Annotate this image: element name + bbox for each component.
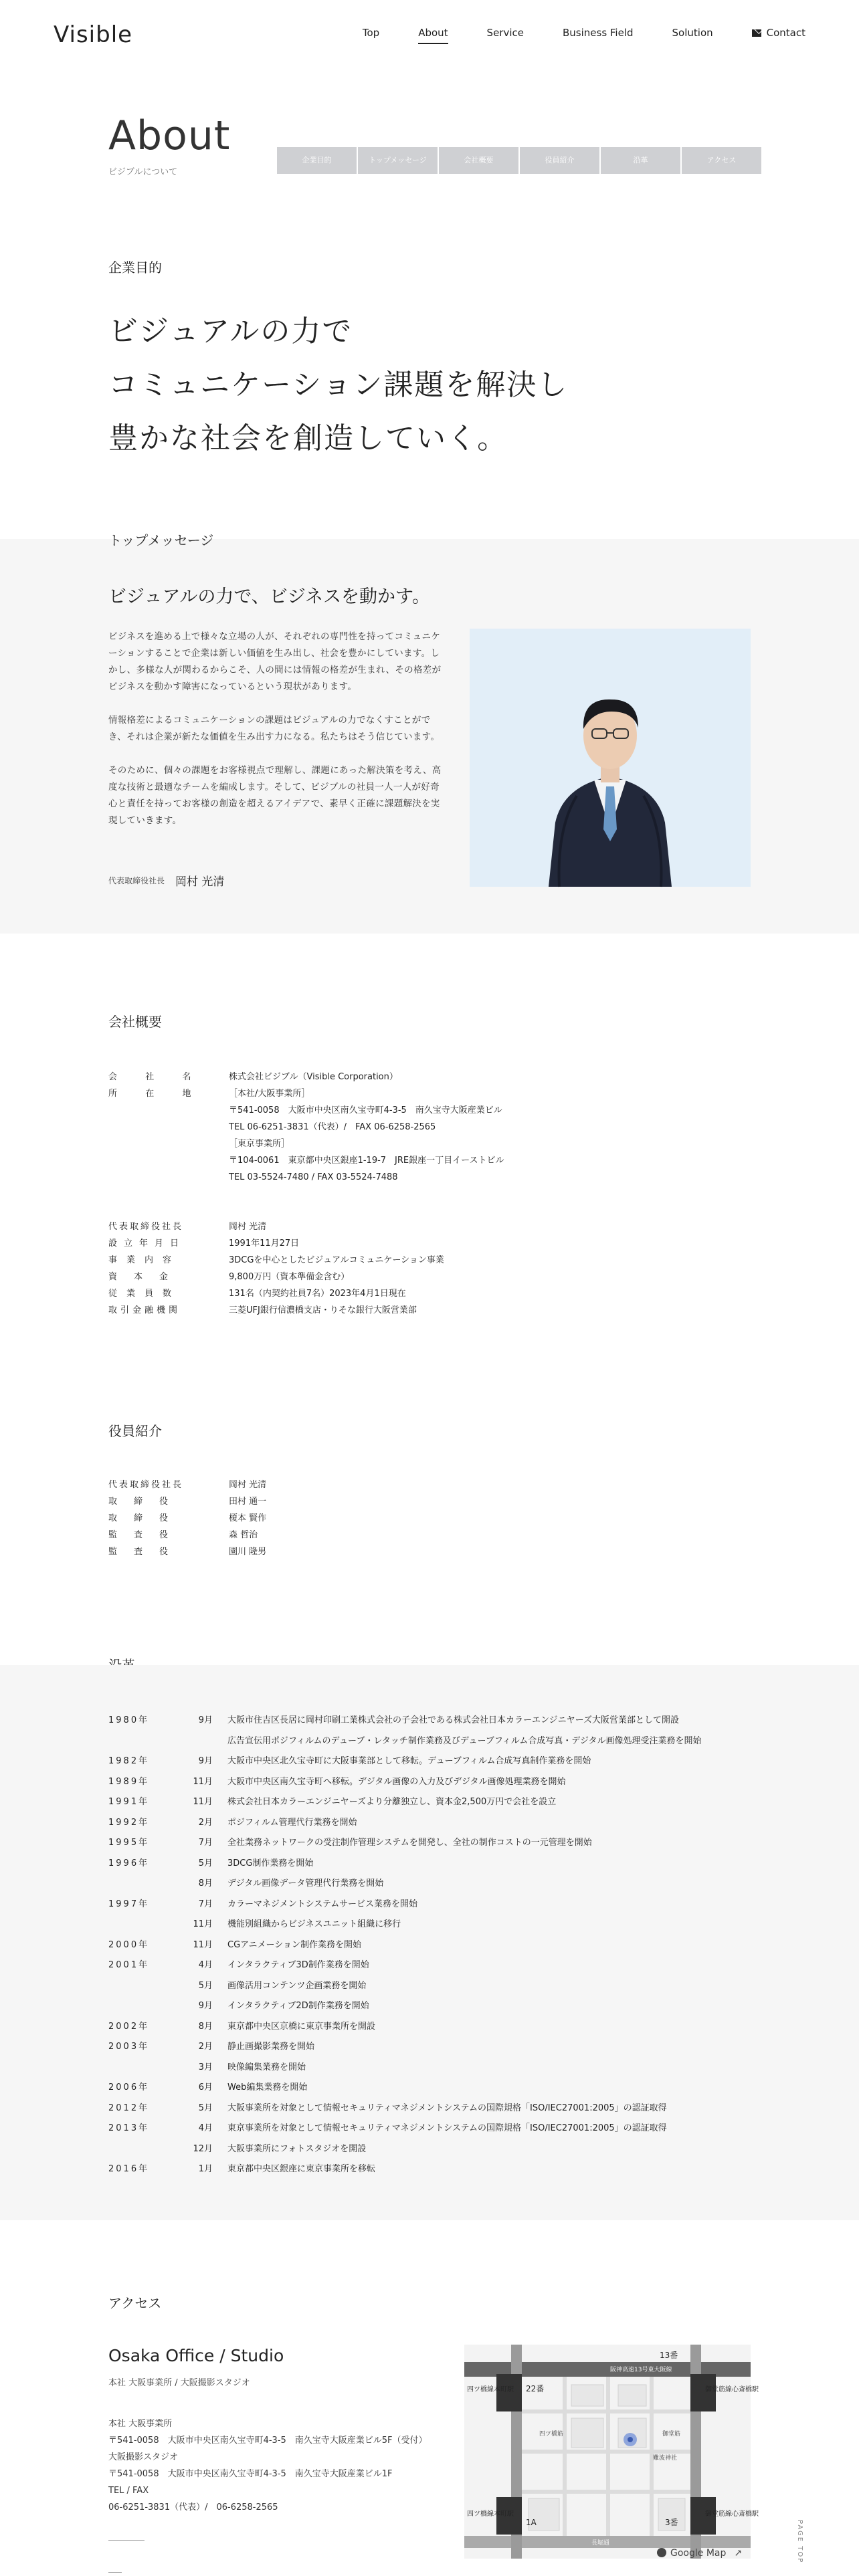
- page-subtitle: ビジブルについて: [108, 167, 178, 177]
- history-event: 大阪事業所を対象として情報セキュリティマネジメントシステムの国際規格「ISO/IEC27001:2005」の認証取得: [227, 2103, 667, 2113]
- history-month: 8月: [198, 2021, 213, 2032]
- history-year: [108, 1976, 189, 1997]
- history-month: 2月: [198, 2042, 213, 2052]
- company-row: 設立年月日 1991年11月27日: [108, 1239, 300, 1249]
- map-label: 22番: [526, 2384, 545, 2393]
- section-nav-message[interactable]: トップメッセージ: [358, 147, 438, 174]
- divider: [108, 2540, 145, 2541]
- history-event: インタラクティブ3D制作業務を開始: [227, 1960, 369, 1970]
- signer-role: 代表取締役社長: [108, 876, 165, 885]
- office-address: 本社 大阪事業所 〒541-0058 大阪市中央区南久宝寺町4-3-5 南久宝寺大阪産業ビル5F（受付） 大阪撮影スタジオ 〒541-0058 大阪市中央区南久宝寺町4-3-5 南久宝寺大阪産業ビル1F TEL / FAX 06-6251-3831（代表）/ 06-6258-2565: [108, 2419, 427, 2512]
- map-pin-icon: [657, 2548, 666, 2557]
- map-label: 13番: [660, 2351, 678, 2360]
- company-heading: 会社概要: [108, 1014, 162, 1030]
- officer-row: 代表取締役社長 岡村 光清: [108, 1480, 267, 1490]
- history-year: [108, 2058, 189, 2078]
- nav-contact[interactable]: [752, 27, 805, 44]
- section-nav-officers[interactable]: 役員紹介: [520, 147, 599, 174]
- history-row: [108, 2139, 777, 2160]
- history-row: [108, 2037, 777, 2058]
- history-month: 3月: [198, 2062, 213, 2072]
- company-row: [108, 1085, 751, 1186]
- mail-icon: [752, 29, 761, 37]
- history-row: [108, 1935, 777, 1956]
- history-event: ポジフィルム管理代行業務を開始: [227, 1817, 357, 1828]
- history-event: 東京事業所を対象として情報セキュリティマネジメントシステムの国際規格「ISO/IEC27001:2005」の認証取得: [227, 2123, 667, 2133]
- history-event: 全社業務ネットワークの受注制作管理システムを開発し、全社の制作コストの一元管理を開始: [227, 1838, 592, 1848]
- external-link-icon: ↗: [734, 2548, 743, 2559]
- office-title: Osaka Office / Studio: [108, 2346, 284, 2365]
- history-row: [108, 1996, 777, 2017]
- map-label: 3番: [665, 2518, 678, 2527]
- nav-contact-label: Contact: [766, 27, 805, 39]
- company-row: 取引金融機関 三菱UFJ銀行信濃橋支店・りそな銀行大阪営業部: [108, 1305, 417, 1315]
- history-month: 7月: [198, 1838, 213, 1848]
- history-row: [108, 2099, 777, 2119]
- history-month: 9月: [198, 2001, 213, 2011]
- company-table: [108, 1069, 751, 1186]
- officer-row: 監査役 森 哲治: [108, 1530, 258, 1540]
- history-row: [108, 1874, 777, 1895]
- history-month: 11月: [193, 1797, 213, 1807]
- company-address: ［本社/大阪事業所］ 〒541-0058 大阪市中央区南久宝寺町4-3-5 南久宝寺大阪産業ビル TEL 06-6251-3831（代表）/ FAX 06-6258-2565 ［東京事業所］ 〒104-0061 東京都中央区銀座1-19-7 JRE銀座一丁目イーストビル TEL 03-5524-7480 / FAX 03-5524-7488: [229, 1089, 504, 1182]
- company-row: [108, 1069, 751, 1085]
- history-row: [108, 2078, 777, 2099]
- history-event: 3DCG制作業務を開始: [227, 1858, 314, 1868]
- site-header: [0, 0, 859, 67]
- history-row: [108, 1833, 777, 1854]
- history-year: 1997年: [108, 1899, 150, 1909]
- map-label: 四ツ橋線本町駅: [467, 2386, 514, 2393]
- history-list: [108, 1711, 777, 2180]
- history-row: [108, 1813, 777, 1834]
- map-label: 御堂筋線心斎橋駅: [705, 2386, 759, 2393]
- google-map-label: Google Map: [670, 2548, 727, 2559]
- map-label: 御堂筋: [662, 2431, 681, 2438]
- history-year: 2003年: [108, 2042, 150, 2052]
- nav-business-field[interactable]: Business Field: [562, 27, 634, 39]
- history-row: [108, 2017, 777, 2038]
- section-nav-history[interactable]: 沿革: [601, 147, 680, 174]
- history-event: CGアニメーション制作業務を開始: [227, 1939, 361, 1950]
- history-year: 1995年: [108, 1838, 150, 1848]
- history-month: 1月: [198, 2164, 213, 2174]
- history-month: 11月: [193, 1776, 213, 1787]
- history-month: 8月: [198, 1879, 213, 1889]
- officer-row: 取締役 榎本 賢作: [108, 1513, 267, 1523]
- history-month: [189, 1731, 227, 1752]
- history-event: インタラクティブ2D制作業務を開始: [227, 2001, 369, 2011]
- history-year: 1982年: [108, 1756, 150, 1766]
- company-row: 従業員数 131名（内契約社員7名）2023年4月1日現在: [108, 1289, 406, 1299]
- history-year: 1992年: [108, 1817, 150, 1828]
- history-month: 9月: [198, 1715, 213, 1725]
- office-subtitle: 本社 大阪事業所 / 大阪撮影スタジオ: [108, 2378, 250, 2388]
- nav-solution[interactable]: Solution: [672, 27, 713, 39]
- company-row: 代表取締役社長 岡村 光清: [108, 1222, 267, 1232]
- history-year: [108, 1874, 189, 1895]
- purpose-line: コミュニケーション課題を解決し: [108, 368, 569, 402]
- history-row: [108, 2119, 777, 2139]
- history-year: 1991年: [108, 1797, 150, 1807]
- company-row: 事業内容 3DCGを中心としたビジュアルコミュニケーション事業: [108, 1255, 444, 1265]
- access-map-illustration: [464, 2345, 759, 2559]
- purpose-line: 豊かな社会を創造していく。: [108, 421, 508, 455]
- history-year: 2001年: [108, 1960, 150, 1970]
- map-label: 四ツ橋筋: [539, 2431, 564, 2438]
- message-title: ビジュアルの力で、ビジネスを動かす。: [108, 586, 430, 607]
- signer-name: 岡村 光清: [175, 875, 225, 889]
- history-row: [108, 1711, 777, 1731]
- history-month: 7月: [198, 1899, 213, 1909]
- history-month: 12月: [193, 2143, 213, 2154]
- history-month: 9月: [198, 1756, 213, 1766]
- history-year: 2006年: [108, 2082, 150, 2092]
- message-paragraph: ビジネスを進める上で様々な立場の人が、それぞれの専門性を持ってコミュニケーションすることで企業は新しい価値を生み出し、社会を豊かにしています。しかし、多様な人が関わるからこそ、人の間には情報の格差が生まれ、その格差がビジネスを動かす障害になっているという現状があります。: [108, 631, 442, 692]
- history-row: [108, 2159, 777, 2180]
- section-nav-purpose[interactable]: 企業目的: [277, 147, 357, 174]
- history-month: 2月: [198, 1817, 213, 1828]
- history-event: 株式会社日本カラーエンジニヤーズより分離独立し、資本金2,500万円で会社を設立: [227, 1797, 557, 1807]
- map-label: 長堀通: [591, 2540, 610, 2547]
- company-label: 所 在 地: [108, 1089, 191, 1099]
- history-year: 1989年: [108, 1776, 150, 1787]
- message-paragraph: そのために、個々の課題をお客様視点で理解し、課題にあった解決策を考え、高度な技術と最適なチームを編成します。そして、ビジブルの社員一人一人が好奇心と責任を持ってお客様の創造を超えるアイデアで、素早く正確に課題解決を実現していきます。: [108, 765, 442, 826]
- global-nav: [324, 27, 805, 44]
- history-event: 画像活用コンテンツ企画業務を開始: [227, 1980, 367, 1991]
- history-event: 大阪市中央区南久宝寺町へ移転。デジタル画像の入力及びデジタル画像処理業務を開始: [227, 1776, 566, 1787]
- history-event: 東京都中央区京橋に東京事業所を開設: [227, 2021, 376, 2032]
- history-year: [108, 1731, 189, 1752]
- page-top-button[interactable]: PAGE TOP: [796, 2520, 803, 2564]
- history-event: カラーマネジメントシステムサービス業務を開始: [227, 1899, 418, 1909]
- message-body: [108, 629, 443, 846]
- purpose-line: ビジュアルの力で: [108, 314, 353, 348]
- access-heading: アクセス: [108, 2295, 162, 2311]
- history-row: [108, 1792, 777, 1813]
- history-event: 大阪市住吉区長居に岡村印刷工業株式会社の子会社である株式会社日本カラーエンジニヤーズ大阪営業部として開設: [227, 1715, 680, 1725]
- history-event: 広告宣伝用ポジフィルムのデューブ・レタッチ制作業務及びデューブフィルム合成写真・デジタル画像処理受注業務を開始: [227, 1735, 702, 1746]
- ceo-portrait-illustration: [470, 629, 751, 887]
- map-label: 阪神高速13号東大阪線: [610, 2367, 672, 2373]
- map-label: 御堂筋線心斎橋駅: [705, 2510, 759, 2518]
- history-row: [108, 1895, 777, 1915]
- nav-about[interactable]: About: [418, 27, 448, 44]
- history-year: 2013年: [108, 2123, 150, 2133]
- history-month: 6月: [198, 2082, 213, 2092]
- site-logo[interactable]: Visible: [54, 21, 133, 48]
- history-year: 2016年: [108, 2164, 150, 2174]
- history-event: 機能別組織からビジネスユニット組織に移行: [227, 1919, 401, 1929]
- history-month: 5月: [198, 2103, 213, 2113]
- purpose-statement: [108, 305, 568, 465]
- history-row: [108, 1772, 777, 1793]
- history-event: 静止画撮影業務を開始: [227, 2042, 315, 2052]
- history-year: [108, 1915, 189, 1935]
- history-year: 2002年: [108, 2021, 150, 2032]
- history-event: 大阪市中央区北久宝寺町に大阪事業部として移転。デューブフィルム合成写真制作業務を開始: [227, 1756, 591, 1766]
- company-value: 株式会社ビジブル（Visible Corporation）: [229, 1072, 398, 1082]
- message-paragraph: 情報格差によるコミュニケーションの課題はビジュアルの力でなくすことができ、それは企業が新たな価値を生み出す力になる。私たちはそう信じています。: [108, 715, 440, 742]
- history-month: 5月: [198, 1858, 213, 1868]
- history-event: 大阪事業所にフォトスタジオを開設: [227, 2143, 367, 2154]
- message-heading: トップメッセージ: [108, 532, 214, 548]
- history-row: [108, 1854, 777, 1874]
- google-map-link[interactable]: [657, 2548, 742, 2559]
- map-label: 四ツ橋線本町駅: [467, 2510, 514, 2518]
- map-label: 1A: [526, 2518, 537, 2527]
- history-row: [108, 1731, 777, 1752]
- history-row: [108, 2058, 777, 2078]
- company-label: 会 社 名: [108, 1072, 191, 1082]
- purpose-heading: 企業目的: [108, 259, 162, 276]
- divider: [108, 2572, 122, 2573]
- history-month: 11月: [193, 1919, 213, 1929]
- history-month: 4月: [198, 1960, 213, 1970]
- page-title: About: [108, 112, 231, 159]
- nav-top[interactable]: Top: [362, 27, 380, 39]
- history-year: [108, 2139, 189, 2160]
- history-month: 11月: [193, 1939, 213, 1950]
- section-nav: [277, 147, 763, 174]
- section-nav-company[interactable]: 会社概要: [439, 147, 518, 174]
- history-row: [108, 1976, 777, 1997]
- history-year: 2000年: [108, 1939, 150, 1950]
- history-event: 東京都中央区銀座に東京事業所を移転: [227, 2164, 376, 2174]
- history-month: 5月: [198, 1980, 213, 1991]
- company-table-2: [108, 1218, 751, 1319]
- access-map[interactable]: [464, 2345, 759, 2559]
- officers-table: [108, 1477, 751, 1560]
- history-year: 1996年: [108, 1858, 150, 1868]
- history-row: [108, 1955, 777, 1976]
- map-label: 難波神社: [653, 2455, 678, 2462]
- history-year: 2012年: [108, 2103, 150, 2113]
- ceo-photo: [470, 629, 751, 887]
- section-nav-access[interactable]: アクセス: [682, 147, 761, 174]
- history-event: 映像編集業務を開始: [227, 2062, 306, 2072]
- history-event: デジタル画像データ管理代行業務を開始: [227, 1879, 384, 1889]
- officers-heading: 役員紹介: [108, 1423, 162, 1439]
- history-year: [108, 1996, 189, 2017]
- officer-row: 監査役 園川 隆男: [108, 1547, 267, 1557]
- company-row: 資本金 9,800万円（資本準備金含む）: [108, 1272, 350, 1282]
- history-row: [108, 1751, 777, 1772]
- history-month: 4月: [198, 2123, 213, 2133]
- officer-row: 取締役 田村 通一: [108, 1497, 267, 1507]
- history-row: [108, 1915, 777, 1935]
- history-year: 1980年: [108, 1715, 150, 1725]
- nav-service[interactable]: Service: [486, 27, 524, 39]
- history-event: Web編集業務を開始: [227, 2082, 308, 2092]
